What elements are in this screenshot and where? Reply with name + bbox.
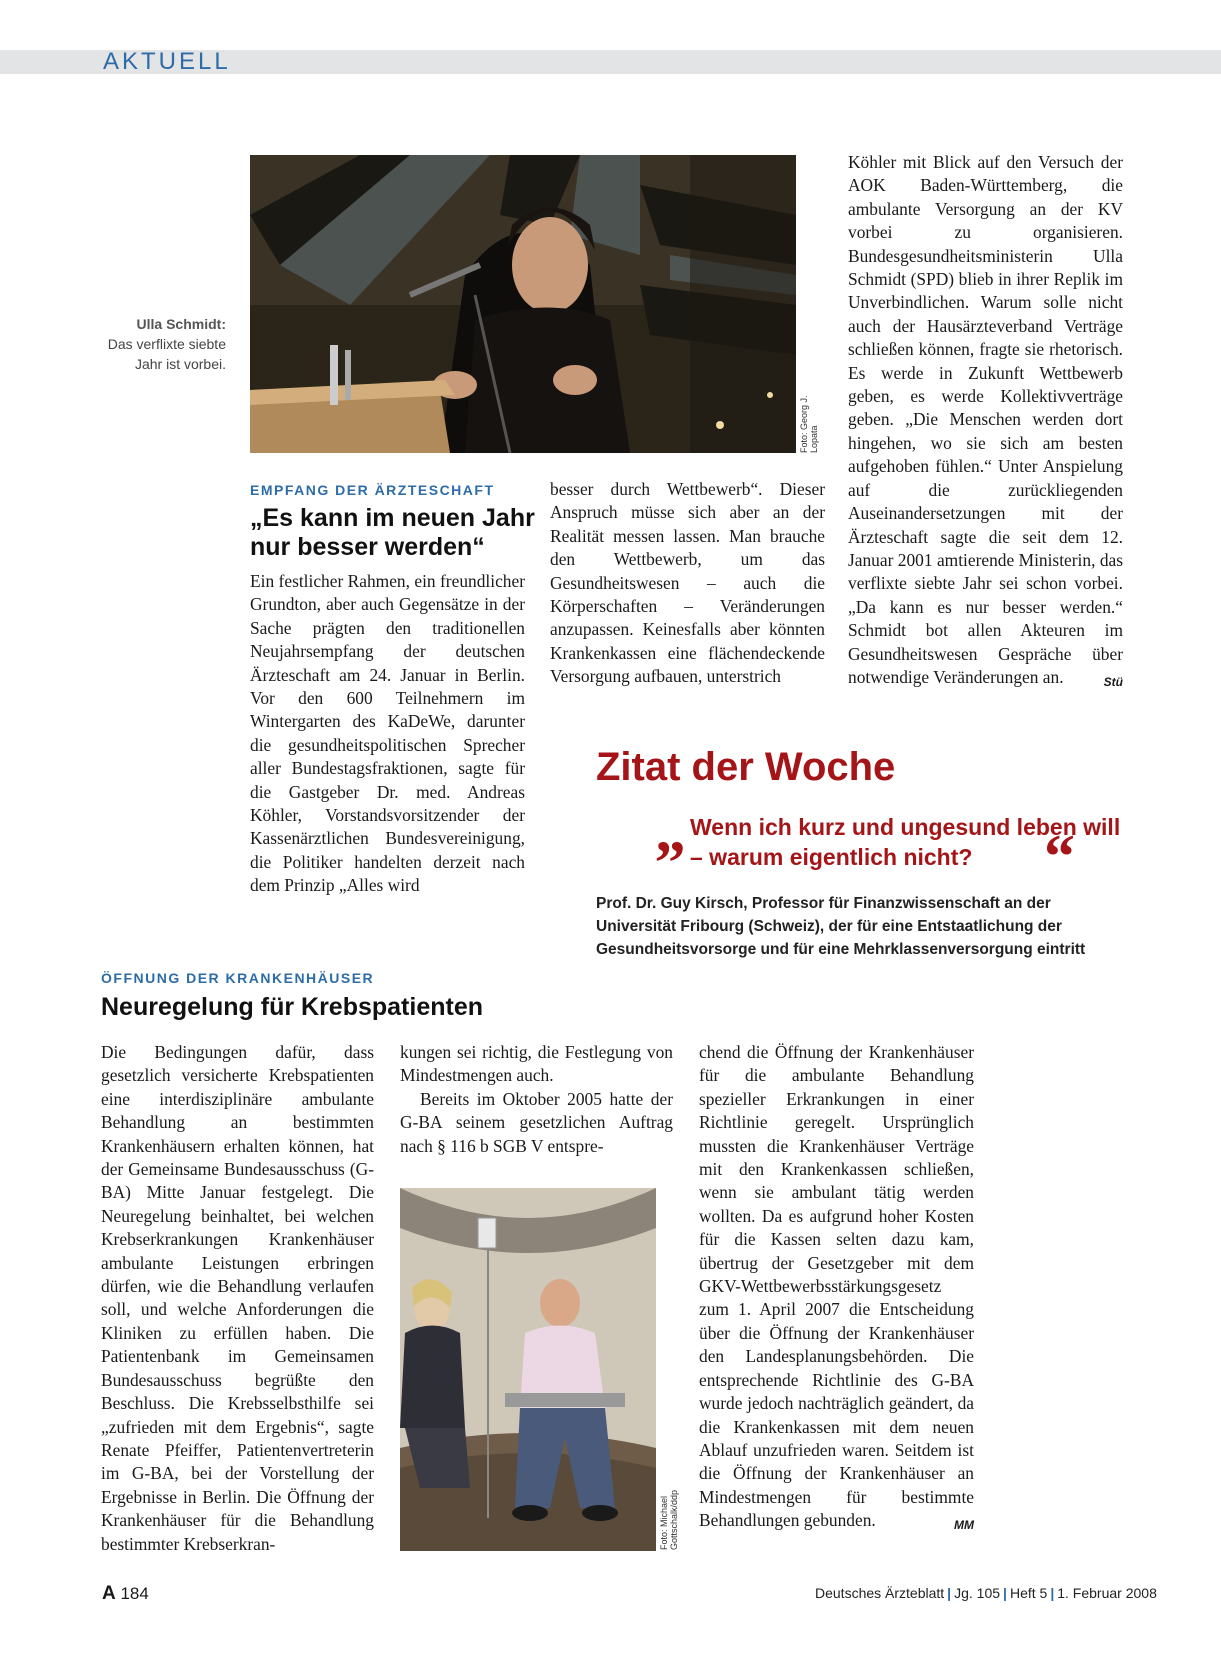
caption-name: Ulla Schmidt: bbox=[136, 316, 226, 332]
photo-ulla-schmidt bbox=[250, 155, 796, 453]
journal-volume: Jg. 105 bbox=[954, 1585, 1001, 1601]
journal-issue: Heft 5 bbox=[1009, 1585, 1048, 1601]
article2-column-3 bbox=[699, 1041, 974, 1538]
photo-caption bbox=[96, 314, 226, 374]
article1-col1-text: Ein festlicher Rahmen, ein freundlicher Grundton, aber auch Gegensätze in der Sache prägten den traditionellen Neujahrsempfang der deutschen Ärzteschaft am 24. Januar in Berlin. Vor den 600 Teilnehmern im Wintergarten des KaDeWe, darunter die gesundheitspolitischen Sprecher aller Bundestagsfraktionen, sagte für die Gastgeber Dr. med. Andreas Köhler, Vorstandsvorsitzender der Kassenärztlichen Bundesvereinigung, die Politiker handelten derzeit nach dem Prinzip „Alles wird bbox=[250, 571, 525, 896]
photo1-credit: Foto: Georg J. Lopata bbox=[799, 395, 819, 453]
article1-column-2 bbox=[550, 478, 825, 689]
article2-column-2 bbox=[400, 1041, 673, 1158]
journal-date: 1. Februar 2008 bbox=[1057, 1585, 1157, 1601]
journal-name: Deutsches Ärzteblatt bbox=[815, 1585, 945, 1601]
article2-col1-text: Die Bedingungen dafür, dass gesetzlich versicherte Krebspatienten eine interdisziplinäre ambulante Behandlung an bestimmten Krankenhäusern erhalten können, hat der Gemeinsame Bundesausschuss (G-BA) Mitte Januar festgelegt. Die Neuregelung beinhaltet, bei welchen Krebserkrankungen Krankenhäuser ambulante Leistungen erbringen dürfen, wie die Behandlung verlaufen soll, und welche Anforderungen die Kliniken zu erfüllen haben. Die Patientenbank im Gemeinsamen Bundesausschuss begrüßte den Beschluss. Die Krebsselbsthilfe sei „zufrieden mit dem Ergebnis“, sagte Renate Pfeiffer, Patientenvertreterin im G-BA, bei der Vorstellung der Ergebnisse in Berlin. Die Öffnung der Krankenhäuser für die Behandlung bestimmter Krebserkran- bbox=[101, 1042, 374, 1554]
article1-col3-body: Köhler mit Blick auf den Versuch der AOK Baden-Württemberg, die ambulante Versorgung an der KV vorbei zu organisieren. Bundesgesundheitsministerin Ulla Schmidt (SPD) blieb in ihrer Replik im Unverbindlichen. Warum solle nicht auch der Hausärzteverband Verträge schließen können, fragte sie rhetorisch. Es werde in Zukunft Wettbewerb geben, es werde Kollektivverträge geben. „Die Menschen werden dort hingehen, wo sie sich am besten aufgehoben fühlen.“ Unter Anspielung auf die zurückliegenden Auseinandersetzungen mit der Ärzteschaft sagte die seit dem 12. Januar 2001 amtierende Ministerin, das verflixte siebte Jahr sei schon vorbei. „Da kann es nur besser werden.“ Schmidt bot allen Akteuren im Gesundheitswesen Gespräche über notwendige Veränderungen an. bbox=[848, 152, 1123, 687]
article2-headline: Neuregelung für Krebspatienten bbox=[101, 993, 483, 1021]
article2-signature: MM bbox=[954, 1518, 974, 1533]
page-prefix: A bbox=[102, 1583, 116, 1604]
page-number-value: 184 bbox=[120, 1584, 149, 1603]
footer-separator: | bbox=[1003, 1585, 1007, 1601]
article1-headline: „Es kann im neuen Jahr nur besser werden“ bbox=[250, 504, 535, 561]
article2-col2-p1: kungen sei richtig, die Festlegung von Mindestmengen auch. bbox=[400, 1042, 673, 1086]
photo2-credit: Foto: Michael Gottschalk/ddp bbox=[659, 1489, 679, 1550]
photo-krebspatienten-art bbox=[400, 1188, 656, 1551]
photo-krebspatienten bbox=[400, 1188, 656, 1551]
photo-ulla-schmidt-art bbox=[250, 155, 796, 453]
section-label: AKTUELL bbox=[103, 48, 231, 75]
article2-col2-p2: Bereits im Oktober 2005 hatte der G-BA seinem gesetzlichen Auftrag nach § 116 b SGB V entspre- bbox=[400, 1088, 673, 1156]
article1-col2-text: besser durch Wettbewerb“. Dieser Anspruch müsse sich aber an der Realität messen lassen. Man brauche den Wettbewerb, um das Gesundheitswesen – auch die Körperschaften – Veränderungen anzupassen. Keinesfalls aber könnten Krankenkassen eine flächendeckende Versorgung aufbauen, unterstrich bbox=[550, 479, 825, 687]
quote-close-mark: “ bbox=[1044, 823, 1075, 891]
quote-open-mark: „ bbox=[655, 797, 686, 865]
article2-col3-text bbox=[699, 1041, 974, 1533]
article2-kicker: ÖFFNUNG DER KRANKENHÄUSER bbox=[101, 970, 375, 986]
article2-col3-body: chend die Öffnung der Krankenhäuser für die ambulante Behandlung spezieller Erkrankungen in einer Richtlinie geregelt. Ursprünglich mussten die Krankenhäuser Verträge mit den Krankenkassen schließen, wenn sie ambulant tätig werden wollten. Da es aufgrund hoher Kosten für die Kassen selten dazu kam, übertrug der Gesetzgeber mit dem GKV-Wettbewerbsstärkungsgesetz zum 1. April 2007 die Entscheidung über die Öffnung der Krankenhäuser den Landesplanungsbehörden. Die entsprechende Richtlinie des G-BA wurde jedoch nachträglich geändert, da die Krankenkassen mit dem neuen Ablauf unzufrieden waren. Seitdem ist die Öffnung der Krankenhäuser an Mindestmengen für bestimmte Behandlungen gebunden. bbox=[699, 1042, 974, 1531]
article1-col3-text bbox=[848, 151, 1123, 689]
journal-info bbox=[815, 1585, 1157, 1601]
article2-column-1 bbox=[101, 1041, 374, 1556]
article1-column-3 bbox=[848, 151, 1123, 694]
footer-separator: | bbox=[947, 1585, 952, 1601]
quote-title: Zitat der Woche bbox=[596, 745, 896, 789]
footer-separator: | bbox=[1050, 1585, 1055, 1601]
quote-body: Wenn ich kurz und ungesund leben will – warum eigentlich nicht? bbox=[690, 814, 1121, 870]
article1-signature: Stü bbox=[1103, 674, 1123, 689]
article1-column-1 bbox=[250, 570, 525, 898]
article1-kicker: EMPFANG DER ÄRZTESCHAFT bbox=[250, 482, 495, 498]
quote-attribution: Prof. Dr. Guy Kirsch, Professor für Finanzwissenschaft an der Universität Fribourg (Schweiz), der für eine Entstaatlichung der Gesundheitsvorsorge und für eine Mehrklassenversorgung eintritt bbox=[596, 895, 1086, 958]
caption-text: Das verflixte siebte Jahr ist vorbei. bbox=[107, 336, 226, 372]
page-number bbox=[102, 1583, 149, 1605]
